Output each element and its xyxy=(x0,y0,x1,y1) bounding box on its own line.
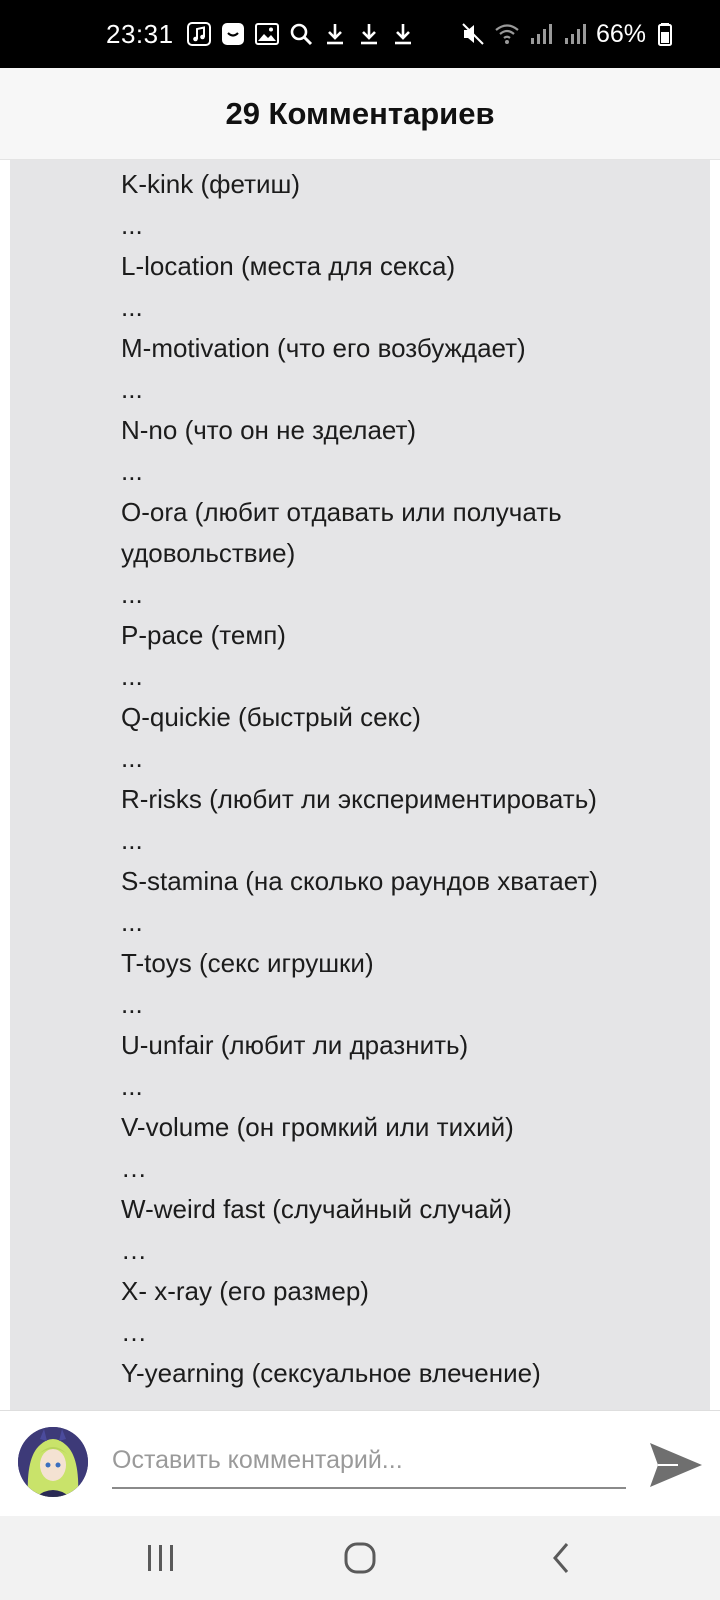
system-icons xyxy=(460,20,680,49)
battery-percent: 66% xyxy=(595,19,646,48)
comment-line: W-weird fast (случайный случай) xyxy=(121,1194,512,1224)
comment-line: R-risks (любит ли экспериментировать) xyxy=(121,784,597,814)
comment-line: U-unfair (любит ли дразнить) xyxy=(121,1030,469,1060)
comment-line: … xyxy=(121,1235,147,1265)
comment-line: Q-quickie (быстрый секс) xyxy=(121,702,421,732)
comment-line: ... xyxy=(121,907,143,937)
navigation-bar xyxy=(0,1516,720,1600)
search-icon xyxy=(288,21,314,47)
comment-line: Y-yearning (сексуальное влечение) xyxy=(121,1358,541,1388)
message-icon xyxy=(220,21,246,47)
home-button[interactable] xyxy=(338,1536,382,1580)
comment-line: ... xyxy=(121,292,143,322)
comment-line: ... xyxy=(121,661,143,691)
signal-icon xyxy=(528,21,554,47)
comment-line: ... xyxy=(121,210,143,240)
download-icon xyxy=(356,21,382,47)
download-icon xyxy=(322,21,348,47)
comment-line: N-no (что он не зделает) xyxy=(121,415,417,445)
comment-line: ... xyxy=(121,579,143,609)
comment-line: L-location (места для секса) xyxy=(121,251,456,281)
comment-line: X- x-ray (его размер) xyxy=(121,1276,369,1306)
comment-line: ... xyxy=(121,1071,143,1101)
image-icon xyxy=(254,21,280,47)
comment-line: M-motivation (что его возбуждает) xyxy=(121,333,526,363)
home-icon xyxy=(338,1536,382,1580)
comments-header xyxy=(0,68,720,160)
send-icon xyxy=(648,1439,704,1491)
comment-bar xyxy=(0,1410,720,1516)
recent-apps-button[interactable] xyxy=(139,1536,183,1580)
status-time: 23:31 xyxy=(106,18,174,49)
comment-text xyxy=(121,164,701,1394)
notification-icons xyxy=(186,21,416,47)
comment-line: ... xyxy=(121,743,143,773)
recent-apps-icon xyxy=(139,1536,183,1580)
back-icon xyxy=(540,1536,584,1580)
status-bar xyxy=(0,0,720,68)
mute-icon xyxy=(460,21,486,47)
comment-line: … xyxy=(121,1317,147,1347)
avatar[interactable] xyxy=(18,1427,88,1497)
back-button[interactable] xyxy=(540,1536,584,1580)
comment-line: P-pace (темп) xyxy=(121,620,286,650)
wifi-icon xyxy=(494,21,520,47)
comment-line: ... xyxy=(121,825,143,855)
comment-line: ... xyxy=(121,456,143,486)
comment-input[interactable] xyxy=(112,1433,626,1489)
download-icon xyxy=(390,21,416,47)
comment-line: S-stamina (на сколько раундов хватает) xyxy=(121,866,598,896)
comment-line: V-volume (он громкий или тихий) xyxy=(121,1112,514,1142)
comment-line: K-kink (фетиш) xyxy=(121,169,301,199)
music-icon xyxy=(186,21,212,47)
comment-line: T-toys (секс игрушки) xyxy=(121,948,374,978)
comment-line: O-ora (любит отдавать или получать удовольствие) xyxy=(121,497,569,568)
comment-content[interactable] xyxy=(10,160,710,1410)
comment-line: … xyxy=(121,1153,147,1183)
comment-line: ... xyxy=(121,989,143,1019)
page-title: 29 Комментариев xyxy=(225,95,495,131)
comment-line: ... xyxy=(121,374,143,404)
signal-icon xyxy=(562,21,588,47)
battery-icon xyxy=(654,21,680,47)
send-button[interactable] xyxy=(648,1439,704,1491)
